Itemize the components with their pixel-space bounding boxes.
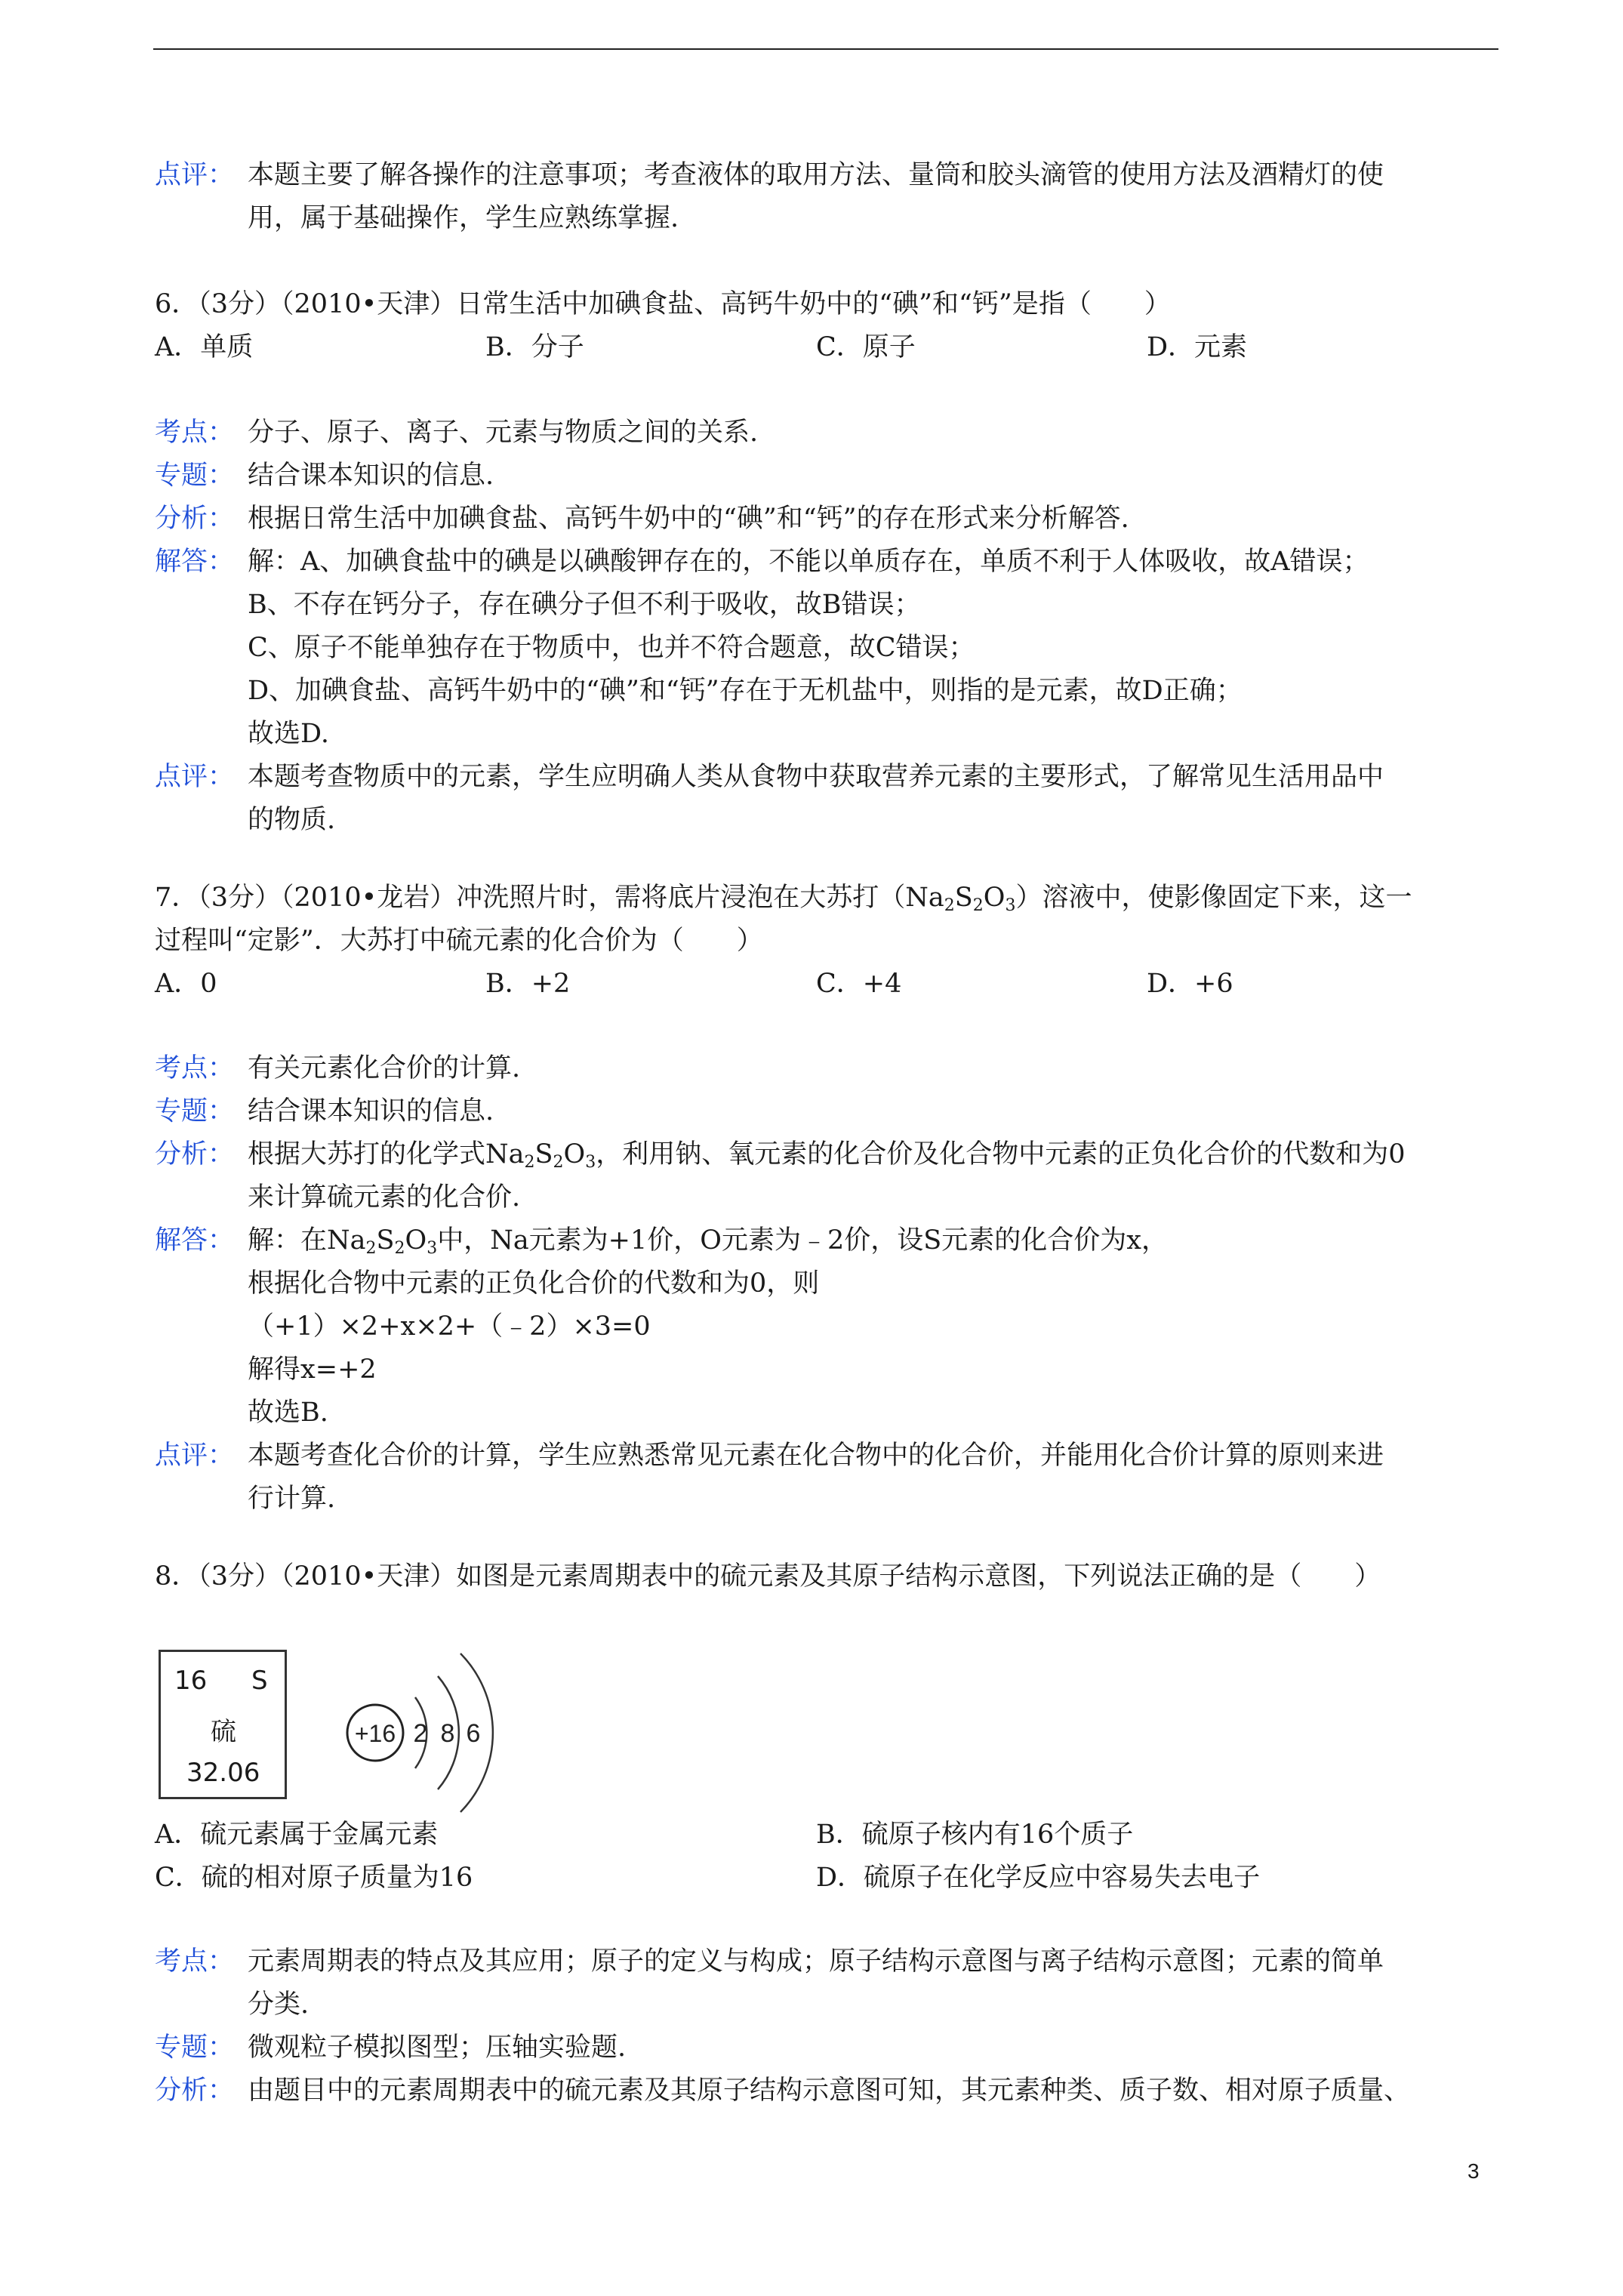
jieda-text: （+1）×2+x×2+（﹣2）×3=0 bbox=[248, 1311, 651, 1342]
jieda-text: 故选B. bbox=[248, 1398, 328, 1428]
option-c: C．硫的相对原子质量为16 bbox=[155, 1863, 473, 1893]
dianping-label: 点评： bbox=[155, 762, 235, 792]
nucleus-charge: +16 bbox=[354, 1720, 396, 1747]
jieda-text: B、不存在钙分子，存在碘分子但不利于吸收，故B错误； bbox=[248, 590, 921, 620]
header-rule bbox=[153, 48, 1498, 50]
kaodian-text: 有关元素化合价的计算. bbox=[248, 1053, 521, 1083]
kaodian-label: 考点： bbox=[155, 418, 235, 448]
zhuanti-label: 专题： bbox=[155, 461, 235, 491]
option-d: D．元素 bbox=[1147, 332, 1248, 362]
jieda-label: 解答： bbox=[155, 1225, 235, 1256]
fenxi-label: 分析： bbox=[155, 504, 235, 534]
shell-electrons-3: 6 bbox=[466, 1719, 481, 1748]
atomic-structure-diagram bbox=[343, 1638, 525, 1827]
periodic-table-cell bbox=[159, 1650, 287, 1799]
comment-text: 本题主要了解各操作的注意事项；考查液体的取用方法、量筒和胶头滴管的使用方法及酒精灯的使 bbox=[248, 160, 1384, 190]
element-symbol: S bbox=[251, 1666, 268, 1696]
question-stem: 8．（3分）（2010•天津）如图是元素周期表中的硫元素及其原子结构示意图，下列说法正确的是（ ） bbox=[155, 1561, 1381, 1592]
dianping-label: 点评： bbox=[155, 1441, 235, 1471]
shell-electrons-1: 2 bbox=[413, 1719, 428, 1748]
zhuanti-text: 结合课本知识的信息. bbox=[248, 1096, 494, 1126]
option-b: B．+2 bbox=[485, 969, 571, 999]
shell-electrons-2: 8 bbox=[440, 1719, 455, 1748]
fenxi-text: 根据大苏打的化学式$Na_2S_2O_3$，利用钠、氧元素的化合价及化合物中元素的正负化合价的代数和为0 bbox=[248, 1139, 1406, 1172]
atomic-number: 16 bbox=[174, 1666, 208, 1696]
fenxi-label: 分析： bbox=[155, 2076, 235, 2106]
kaodian-text: 分类. bbox=[248, 1989, 310, 2020]
jieda-label: 解答： bbox=[155, 547, 235, 577]
fenxi-text: 根据日常生活中加碘食盐、高钙牛奶中的“碘”和“钙”的存在形式来分析解答. bbox=[248, 504, 1129, 534]
jieda-text: D、加碘食盐、高钙牛奶中的“碘”和“钙”存在于无机盐中，则指的是元素，故D正确； bbox=[248, 676, 1243, 706]
kaodian-label: 考点： bbox=[155, 1053, 235, 1083]
jieda-text: 解：在$Na_2S_2O_3$中，Na元素为+1价，O元素为﹣2价，设S元素的化合价为x， bbox=[248, 1225, 1168, 1258]
comment-label: 点评： bbox=[155, 160, 235, 190]
zhuanti-text: 微观粒子模拟图型；压轴实验题. bbox=[248, 2032, 627, 2063]
option-d: D．硫原子在化学反应中容易失去电子 bbox=[816, 1863, 1261, 1893]
option-b: B．硫原子核内有16个质子 bbox=[816, 1820, 1134, 1850]
option-c: C．原子 bbox=[816, 332, 916, 362]
option-a: A．0 bbox=[155, 969, 217, 999]
fenxi-text: 来计算硫元素的化合价. bbox=[248, 1182, 521, 1213]
option-c: C．+4 bbox=[816, 969, 902, 999]
fenxi-label: 分析： bbox=[155, 1139, 235, 1170]
option-a: A．硫元素属于金属元素 bbox=[155, 1820, 439, 1850]
zhuanti-label: 专题： bbox=[155, 2032, 235, 2063]
dianping-text: 行计算. bbox=[248, 1484, 336, 1514]
jieda-text: 解：A、加碘食盐中的碘是以碘酸钾存在的，不能以单质存在，单质不利于人体吸收，故A错误； bbox=[248, 547, 1369, 577]
option-a: A．单质 bbox=[155, 332, 254, 362]
option-b: B．分子 bbox=[485, 332, 584, 362]
zhuanti-text: 结合课本知识的信息. bbox=[248, 461, 494, 491]
kaodian-text: 分子、原子、离子、元素与物质之间的关系. bbox=[248, 418, 759, 448]
atomic-mass: 32.06 bbox=[186, 1758, 260, 1788]
dianping-text: 本题考查化合价的计算，学生应熟悉常见元素在化合物中的化合价，并能用化合价计算的原则来进 bbox=[248, 1441, 1384, 1471]
dianping-text: 本题考查物质中的元素，学生应明确人类从食物中获取营养元素的主要形式，了解常见生活用品中 bbox=[248, 762, 1384, 792]
question-stem: 7．（3分）（2010•龙岩）冲洗照片时，需将底片浸泡在大苏打$(Na_2S_2O_3)$溶液中，使影像固定下来，这一 bbox=[155, 883, 1412, 915]
element-name: 硫 bbox=[211, 1717, 236, 1747]
fenxi-text: 由题目中的元素周期表中的硫元素及其原子结构示意图可知，其元素种类、质子数、相对原子质量、 bbox=[248, 2076, 1411, 2106]
question-stem: 6．（3分）（2010•天津）日常生活中加碘食盐、高钙牛奶中的“碘”和“钙”是指（ ） bbox=[155, 289, 1171, 319]
option-d: D．+6 bbox=[1147, 969, 1233, 999]
jieda-text: 故选D. bbox=[248, 719, 329, 749]
kaodian-text: 元素周期表的特点及其应用；原子的定义与构成；原子结构示意图与离子结构示意图；元素的简单 bbox=[248, 1946, 1384, 1977]
kaodian-label: 考点： bbox=[155, 1946, 235, 1977]
page-number: 3 bbox=[1467, 2159, 1480, 2183]
question-stem-line2: 过程叫“定影”．大苏打中硫元素的化合价为（ ） bbox=[155, 926, 763, 956]
dianping-text: 的物质. bbox=[248, 805, 336, 835]
jieda-text: 根据化合物中元素的正负化合价的代数和为0，则 bbox=[248, 1268, 820, 1299]
comment-text: 用，属于基础操作，学生应熟练掌握. bbox=[248, 203, 679, 233]
jieda-text: 解得x=+2 bbox=[248, 1354, 377, 1385]
jieda-text: C、原子不能单独存在于物质中，也并不符合题意，故C错误； bbox=[248, 633, 975, 663]
zhuanti-label: 专题： bbox=[155, 1096, 235, 1126]
